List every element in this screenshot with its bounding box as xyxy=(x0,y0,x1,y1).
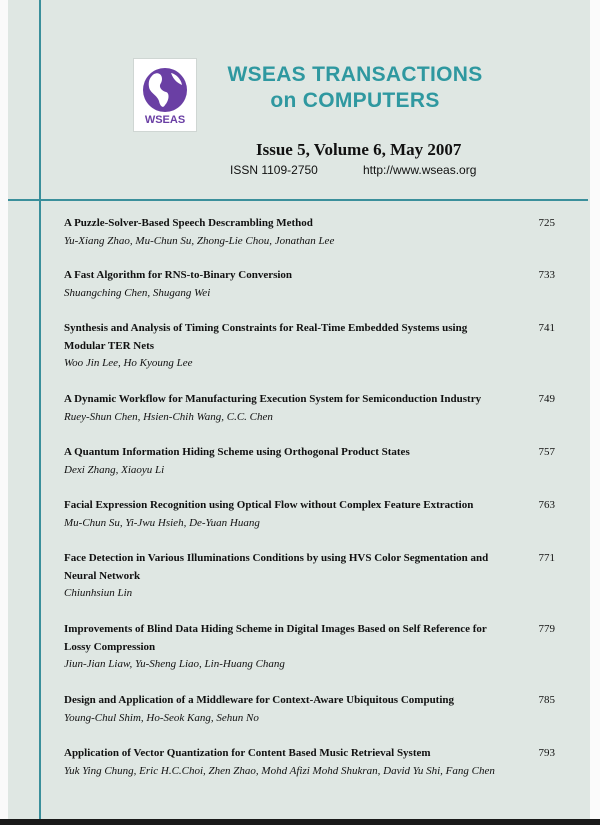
journal-title-line1: WSEAS TRANSACTIONS xyxy=(227,63,483,86)
globe-icon xyxy=(134,59,196,131)
toc-entry-page: 733 xyxy=(538,269,555,281)
toc-entry-authors: Mu-Chun Su, Yi-Jwu Hsieh, De-Yuan Huang xyxy=(64,516,260,529)
journal-url: http://www.wseas.org xyxy=(363,163,477,177)
toc-entry-page: 749 xyxy=(538,393,555,405)
toc-entry-title: Facial Expression Recognition using Optical Flow without Complex Feature Extraction xyxy=(64,499,474,511)
table-of-contents xyxy=(64,215,564,797)
logo-text: WSEAS xyxy=(144,114,186,126)
toc-entry xyxy=(64,267,564,320)
toc-entry xyxy=(64,745,564,797)
toc-entry-page: 757 xyxy=(538,446,555,458)
toc-entry-authors: Woo Jin Lee, Ho Kyoung Lee xyxy=(64,357,193,369)
toc-entry-authors: Jiun-Jian Liaw, Yu-Sheng Liao, Lin-Huang Chang xyxy=(64,658,285,670)
toc-entry-authors: Shuangching Chen, Shugang Wei xyxy=(64,286,211,299)
toc-entry xyxy=(64,692,564,745)
toc-entry xyxy=(64,391,564,444)
wseas-logo xyxy=(133,58,197,132)
toc-entry-title: A Puzzle-Solver-Based Speech Descrambling Method xyxy=(64,217,313,229)
toc-entry-authors: Dexi Zhang, Xiaoyu Li xyxy=(64,463,165,476)
journal-title-line2: on COMPUTERS xyxy=(270,89,440,112)
toc-entry xyxy=(64,621,564,692)
toc-entry xyxy=(64,497,564,550)
toc-entry-page: 725 xyxy=(538,217,555,229)
toc-entry-title: Design and Application of a Middleware for Context-Aware Ubiquitous Computing xyxy=(64,694,455,706)
toc-entry-title: Synthesis and Analysis of Timing Constraints for Real-Time Embedded Systems using Modular TER Nets xyxy=(64,322,468,352)
toc-entry-authors: Chiunhsiun Lin xyxy=(64,587,133,599)
toc-entry-authors: Ruey-Shun Chen, Hsien-Chih Wang, C.C. Chen xyxy=(64,410,273,423)
issue-info: Issue 5, Volume 6, May 2007 xyxy=(256,140,462,159)
toc-entry-page: 793 xyxy=(538,747,555,759)
toc-entry-authors: Yuk Ying Chung, Eric H.C.Choi, Zhen Zhao, Mohd Afizi Mohd Shukran, David Yu Shi, Fang Chen xyxy=(64,764,495,777)
toc-entry xyxy=(64,444,564,497)
issn: ISSN 1109-2750 xyxy=(230,163,318,177)
toc-entry-page: 785 xyxy=(538,694,555,706)
toc-entry xyxy=(64,320,564,391)
toc-entry-title: Improvements of Blind Data Hiding Scheme in Digital Images Based on Self Reference for Lossy Compression xyxy=(64,623,487,653)
toc-entry xyxy=(64,550,564,621)
toc-entry xyxy=(64,215,564,267)
toc-entry-authors: Yu-Xiang Zhao, Mu-Chun Su, Zhong-Lie Chou, Jonathan Lee xyxy=(64,234,335,247)
page-edge-bottom xyxy=(0,819,600,825)
toc-entry-page: 763 xyxy=(538,499,555,511)
toc-entry-authors: Young-Chul Shim, Ho-Seok Kang, Sehun No xyxy=(64,711,259,724)
cover-vertical-rule xyxy=(39,0,41,820)
page-edge-left xyxy=(0,0,8,825)
cover-horizontal-rule xyxy=(8,199,588,201)
toc-entry-title: Face Detection in Various Illuminations Conditions by using HVS Color Segmentation and Neural Network xyxy=(64,552,489,582)
toc-entry-page: 741 xyxy=(538,322,555,334)
toc-entry-title: A Dynamic Workflow for Manufacturing Execution System for Semiconduction Industry xyxy=(64,393,482,405)
toc-entry-title: A Quantum Information Hiding Scheme using Orthogonal Product States xyxy=(64,446,410,458)
page-edge-right xyxy=(590,0,600,825)
journal-title xyxy=(200,62,510,114)
toc-entry-title: Application of Vector Quantization for Content Based Music Retrieval System xyxy=(64,747,431,759)
toc-entry-page: 771 xyxy=(538,552,555,564)
toc-entry-page: 779 xyxy=(538,623,555,635)
toc-entry-title: A Fast Algorithm for RNS-to-Binary Conversion xyxy=(64,269,293,281)
